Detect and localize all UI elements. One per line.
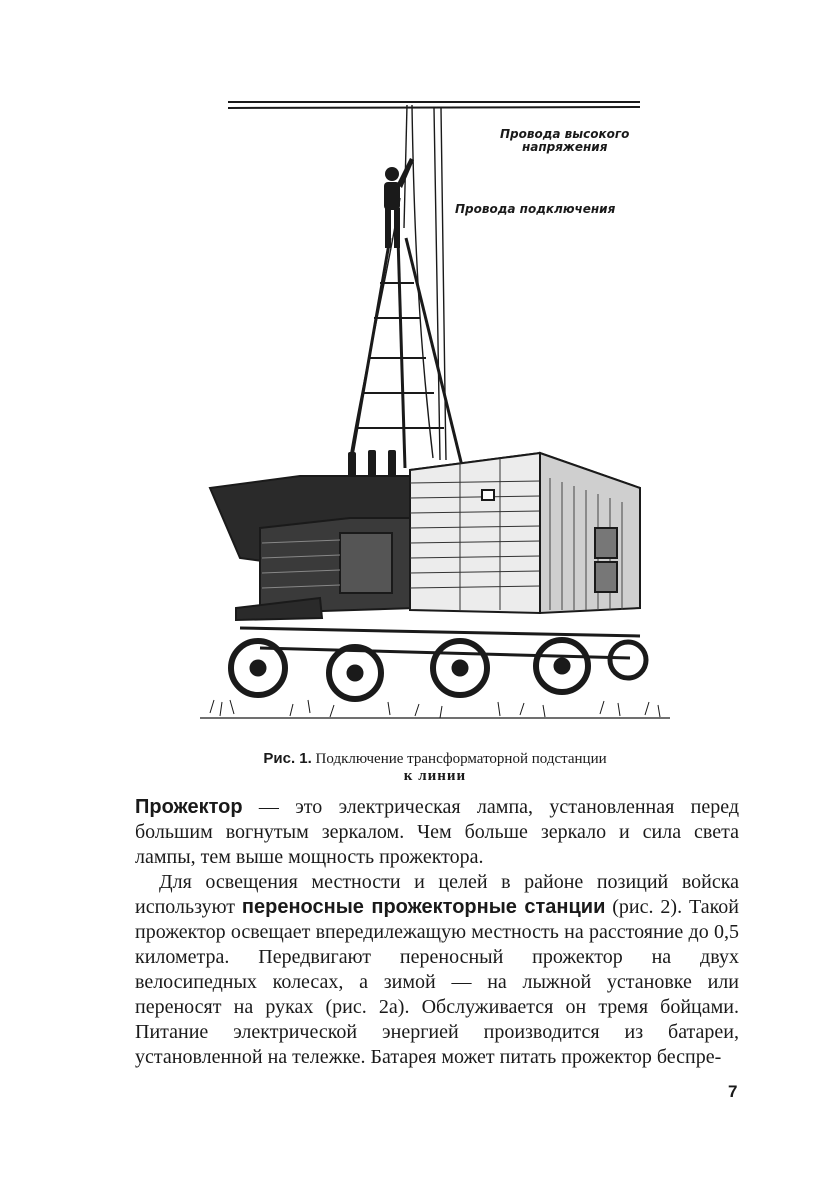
figure-caption bbox=[200, 750, 670, 785]
paragraph-2-text-b: (рис. 2). Такой прожектор освещает впередилежащую местность на расстояние до 0,5 километра. Передвигают переносный прожектор на двух велосипедных колесах, а зимой — на лыжной установке или переносят на руках (рис. 2а). Обслуживается он тремя бойцами. Питание электрической энергией производится из батареи, установленной на тележке. Батарея может питать прожектор беспре- bbox=[135, 896, 739, 1068]
label-high-voltage-wires: Провода высокого напряжения bbox=[500, 127, 630, 154]
label-connection-wires: Провода подключения bbox=[455, 202, 616, 216]
grass bbox=[200, 700, 670, 718]
paragraph-1 bbox=[135, 795, 739, 870]
term-portable-stations: переносные прожекторные станции bbox=[241, 896, 606, 918]
figure-illustration bbox=[200, 88, 670, 728]
paragraph-1-text: — это электрическая лампа, установленная перед большим вогнутым зеркалом. Чем больше зеркало и сила света лампы, тем выше мощность прожектора. bbox=[135, 796, 739, 868]
caption-label: Рис. 1. bbox=[263, 750, 312, 767]
caption-line2: к линии bbox=[403, 768, 467, 784]
transformer-cabin bbox=[210, 476, 415, 620]
term-projector: Прожектор bbox=[135, 796, 243, 818]
lineman-figure bbox=[384, 158, 414, 248]
page-number: 7 bbox=[728, 1082, 738, 1101]
van-body bbox=[410, 453, 640, 613]
substation-drawing bbox=[200, 88, 670, 728]
paragraph-2-text-a: Для освещения местности и целей в районе позиций войска используют bbox=[135, 871, 739, 918]
high-voltage-wires bbox=[228, 102, 640, 108]
paragraph-2 bbox=[135, 870, 739, 1070]
body-text bbox=[135, 795, 739, 1070]
caption-line1: Подключение трансформаторной подстанции bbox=[315, 751, 607, 767]
